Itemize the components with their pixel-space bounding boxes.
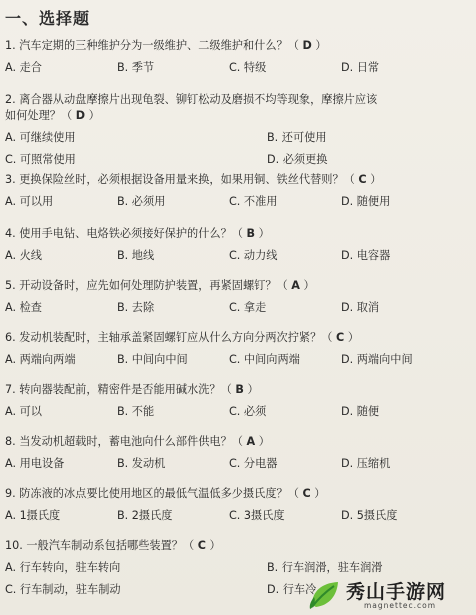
leaf-logo-icon xyxy=(308,579,342,611)
question-stem: 8. 当发动机超载时，蓄电池向什么部件供电？（ A ） xyxy=(5,435,270,448)
site-watermark xyxy=(306,577,474,613)
option-d: D. 两端向中间 xyxy=(341,353,413,366)
question-stem-line-1: 2. 离合器从动盘摩擦片出现龟裂、铆钉松动及磨损不均等现象，摩擦片应该 xyxy=(5,93,378,106)
option-c: C. 必须 xyxy=(229,405,267,418)
options xyxy=(5,194,470,210)
options xyxy=(5,352,470,368)
option-d: D. 5摄氏度 xyxy=(341,509,398,522)
options-row-1 xyxy=(5,560,470,576)
option-b: B. 去除 xyxy=(117,301,155,314)
options xyxy=(5,248,470,264)
option-d: D. 必须更换 xyxy=(267,153,328,166)
option-c: C. 中间向两端 xyxy=(229,353,300,366)
option-c: C. 动力线 xyxy=(229,249,278,262)
option-b: B. 不能 xyxy=(117,405,155,418)
option-c: C. 拿走 xyxy=(229,301,267,314)
question-7 xyxy=(5,382,470,420)
question-stem: 9. 防冻液的冰点要比使用地区的最低气温低多少摄氏度？（ C ） xyxy=(5,487,326,500)
option-c: C. 可照常使用 xyxy=(5,153,76,166)
option-d: D. 电容器 xyxy=(341,249,391,262)
options xyxy=(5,60,470,76)
option-b: B. 季节 xyxy=(117,61,155,74)
option-a: A. 火线 xyxy=(5,249,42,262)
answer: C xyxy=(197,539,206,552)
option-d: D. 行车冷 xyxy=(267,583,317,596)
question-stem-line-2: 如何处理？（ D ） xyxy=(5,109,100,122)
option-d: D. 随便 xyxy=(341,405,380,418)
question-4 xyxy=(5,226,470,264)
answer: C xyxy=(336,331,345,344)
option-b: B. 必须用 xyxy=(117,195,166,208)
question-1 xyxy=(5,38,470,76)
answer: B xyxy=(246,227,256,240)
question-stem: 10. 一般汽车制动系包括哪些装置？（ C ） xyxy=(5,539,221,552)
option-b: B. 中间向中间 xyxy=(117,353,188,366)
option-c: C. 分电器 xyxy=(229,457,278,470)
answer: A xyxy=(291,279,300,292)
option-b: B. 行车润滑，驻车润滑 xyxy=(267,561,383,574)
question-stem: 3. 更换保险丝时，必须根据设备用量来换，如果用铜、铁丝代替则？（ C ） xyxy=(5,173,382,186)
option-c: C. 行车制动，驻车制动 xyxy=(5,583,121,596)
option-a: A. 行车转向，驻车转向 xyxy=(5,561,121,574)
answer: A xyxy=(246,435,256,448)
option-a: A. 可继续使用 xyxy=(5,131,76,144)
option-a: A. 检查 xyxy=(5,301,42,314)
question-9 xyxy=(5,486,470,524)
question-stem: 7. 转向器装配前，精密件是否能用碱水洗？（ B ） xyxy=(5,383,259,396)
option-d: D. 随便用 xyxy=(341,195,391,208)
question-6 xyxy=(5,330,470,368)
section-title: 一、选择题 xyxy=(5,9,91,28)
option-b: B. 2摄氏度 xyxy=(117,509,173,522)
option-b: B. 地线 xyxy=(117,249,155,262)
options xyxy=(5,508,470,524)
question-8 xyxy=(5,434,470,472)
question-stem: 5. 开动设备时，应先如何处理防护装置，再紧固螺钉？（ A ） xyxy=(5,279,315,292)
option-a: A. 两端向两端 xyxy=(5,353,76,366)
answer: C xyxy=(358,173,367,186)
option-d: D. 日常 xyxy=(341,61,380,74)
options-row-2 xyxy=(5,152,470,168)
options xyxy=(5,300,470,316)
option-c: C. 3摄氏度 xyxy=(229,509,285,522)
answer: C xyxy=(302,487,311,500)
option-d: D. 压缩机 xyxy=(341,457,391,470)
option-b: B. 发动机 xyxy=(117,457,166,470)
option-a: A. 可以 xyxy=(5,405,42,418)
option-a: A. 用电设备 xyxy=(5,457,65,470)
option-c: C. 特级 xyxy=(229,61,267,74)
option-c: C. 不准用 xyxy=(229,195,278,208)
answer: D xyxy=(75,109,85,122)
option-b: B. 还可使用 xyxy=(267,131,327,144)
watermark-title: 秀山手游网 xyxy=(346,581,447,603)
answer: B xyxy=(235,383,244,396)
option-a: A. 1摄氏度 xyxy=(5,509,61,522)
answer: D xyxy=(302,39,312,52)
question-2 xyxy=(5,92,470,168)
question-stem: 1. 汽车定期的三种维护分为一级维护、二级维护和什么？（ D ） xyxy=(5,39,327,52)
options-row-1 xyxy=(5,130,470,146)
question-stem: 6. 发动机装配时，主轴承盖紧固螺钉应从什么方向分两次拧紧？（ C ） xyxy=(5,331,360,344)
watermark-subtitle: magnettec.com xyxy=(364,601,437,610)
option-d: D. 取消 xyxy=(341,301,380,314)
option-a: A. 可以用 xyxy=(5,195,54,208)
options xyxy=(5,456,470,472)
question-stem: 4. 使用手电钻、电烙铁必须接好保护的什么？（ B ） xyxy=(5,227,270,240)
question-5 xyxy=(5,278,470,316)
option-a: A. 走合 xyxy=(5,61,42,74)
question-3 xyxy=(5,172,470,210)
options xyxy=(5,404,470,420)
